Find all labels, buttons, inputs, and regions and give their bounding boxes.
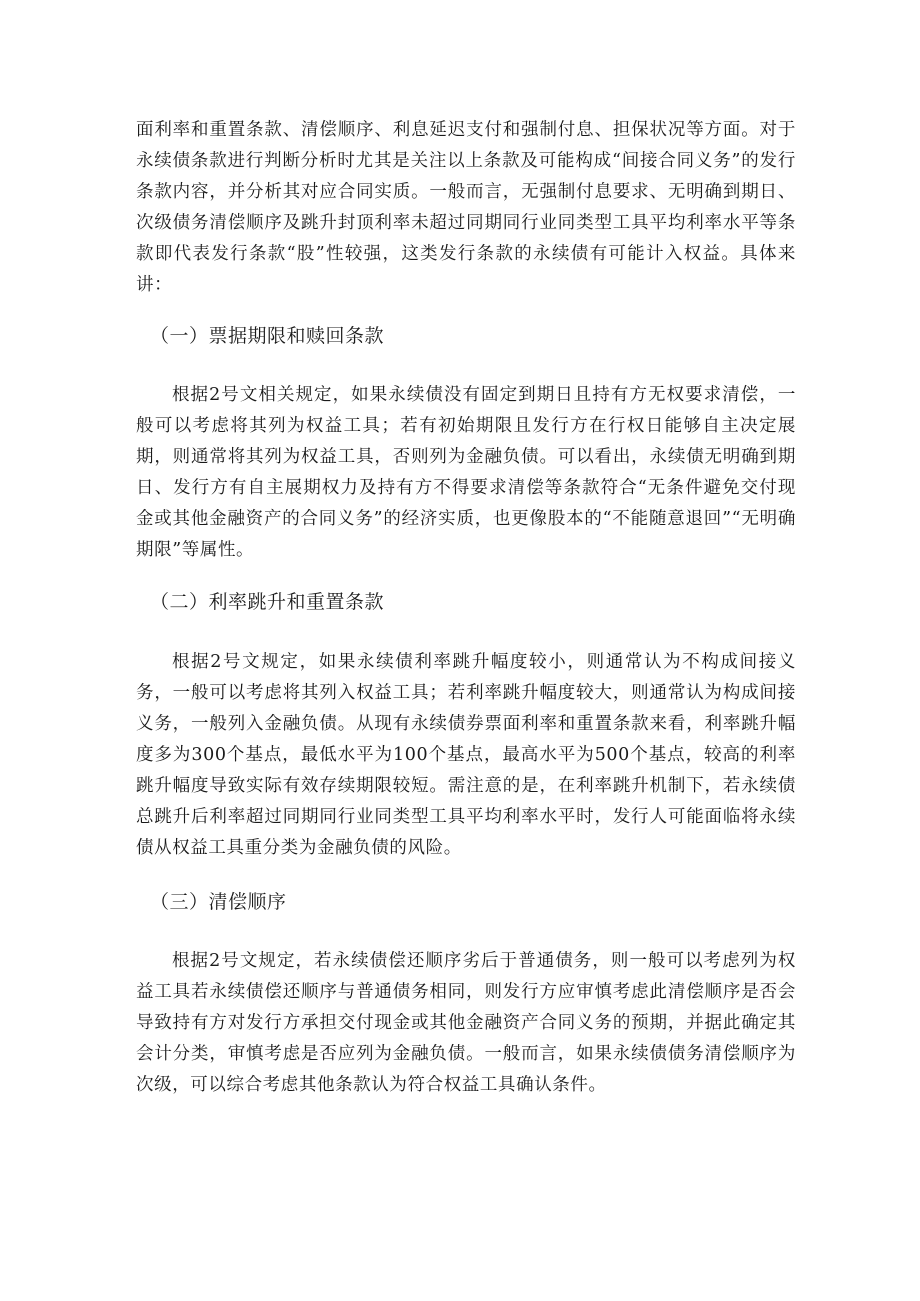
- section-body-1: 根据2号文相关规定，如果永续债没有固定到期日且持有方无权要求清偿，一般可以考虑将其列为权益工具；若有初始期限且发行方在行权日能够自主决定展期，则通常将其列为权益工具，否则列为金融负债。可以看出，永续债无明确到期日、发行方有自主展期权力及持有方不得要求清偿等条款符合“无条件避免交付现金或其他金融资产的合同义务”的经济实质，也更像股本的“不能随意退回”“无明确期限”等属性。: [136, 385, 796, 560]
- section-heading-3: （三）清偿顺序: [150, 891, 287, 913]
- intro-paragraph: 面利率和重置条款、清偿顺序、利息延迟支付和强制付息、担保状况等方面。对于永续债条款进行判断分析时尤其是关注以上条款及可能构成“间接合同义务”的发行条款内容，并分析其对应合同实质。一般而言，无强制付息要求、无明确到期日、次级债务清偿顺序及跳升封顶利率未超过同期同行业同类型工具平均利率水平等条款即代表发行条款“股”性较强，这类发行条款的永续债有可能计入权益。具体来讲：: [136, 120, 796, 295]
- section-heading-2: （二）利率跳升和重置条款: [150, 591, 385, 613]
- section-body-2: 根据2号文规定，如果永续债利率跳升幅度较小，则通常认为不构成间接义务，一般可以考虑将其列入权益工具；若利率跳升幅度较大，则通常认为构成间接义务，一般列入金融负债。从现有永续债券票面利率和重置条款来看，利率跳升幅度多为300个基点，最低水平为100个基点，最高水平为500个基点，较高的利率跳升幅度导致实际有效存续期限较短。需注意的是，在利率跳升机制下，若永续债总跳升后利率超过同期同行业同类型工具平均利率水平时，发行人可能面临将永续债从权益工具重分类为金融负债的风险。: [136, 652, 796, 858]
- section-body-3: 根据2号文规定，若永续债偿还顺序劣后于普通债务，则一般可以考虑列为权益工具若永续债偿还顺序与普通债务相同，则发行方应审慎考虑此清偿顺序是否会导致持有方对发行方承担交付现金或其他金融资产合同义务的预期，并据此确定其会计分类，审慎考虑是否应列为金融负债。一般而言，如果永续债债务清偿顺序为次级，可以综合考虑其他条款认为符合权益工具确认条件。: [136, 951, 796, 1095]
- section-heading-1: （一）票据期限和赎回条款: [150, 325, 385, 347]
